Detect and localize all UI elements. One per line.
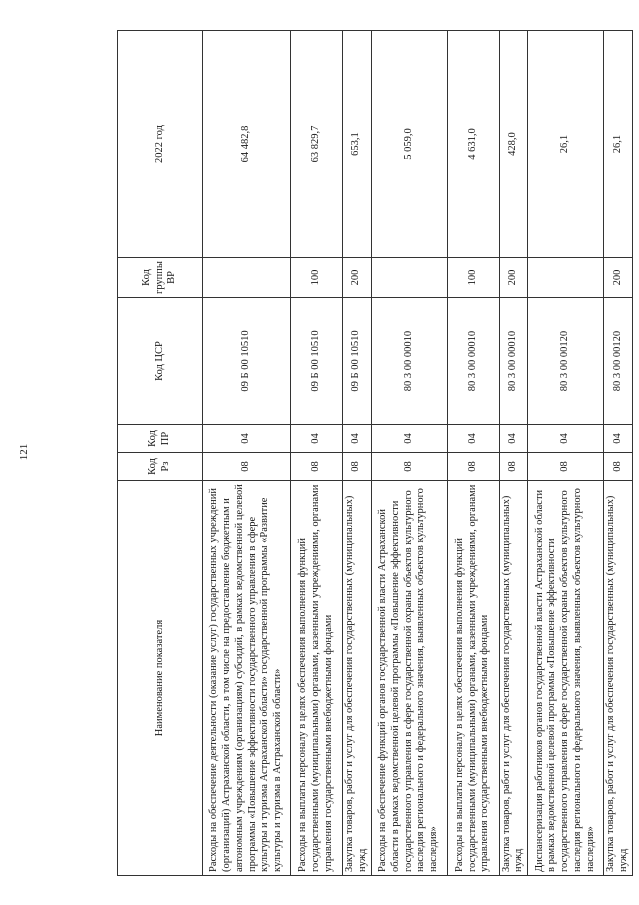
row-rz: 08 xyxy=(371,453,447,481)
row-vr xyxy=(203,258,291,298)
column-header-rz: Код Рз xyxy=(118,453,203,481)
row-vr: 100 xyxy=(291,258,343,298)
row-pr: 04 xyxy=(447,425,499,453)
row-rz: 08 xyxy=(447,453,499,481)
row-vr: 100 xyxy=(447,258,499,298)
row-pr: 04 xyxy=(203,425,291,453)
row-amount: 26,1 xyxy=(528,31,604,258)
table-header-row xyxy=(118,31,203,876)
column-header-vr: Код группы ВР xyxy=(118,258,203,298)
table-row xyxy=(447,31,499,876)
page-number: 121 xyxy=(18,443,30,461)
row-amount: 653,1 xyxy=(343,31,372,258)
row-vr xyxy=(371,258,447,298)
row-pr: 04 xyxy=(499,425,528,453)
row-amount: 26,1 xyxy=(604,31,633,258)
table-row xyxy=(343,31,372,876)
row-amount: 63 829,7 xyxy=(291,31,343,258)
row-pr: 04 xyxy=(343,425,372,453)
row-csr: 80 3 00 00010 xyxy=(371,298,447,425)
row-amount: 4 631,0 xyxy=(447,31,499,258)
row-pr: 04 xyxy=(291,425,343,453)
row-vr: 200 xyxy=(499,258,528,298)
row-csr: 80 3 00 00120 xyxy=(528,298,604,425)
row-rz: 08 xyxy=(291,453,343,481)
table-row xyxy=(203,31,291,876)
row-pr: 04 xyxy=(528,425,604,453)
column-header-year: 2022 год xyxy=(118,31,203,258)
table-row xyxy=(604,31,633,876)
row-name: Расходы на обеспечение функций органов государственной власти Астраханской области в рамках ведомственной целевой программы «Повышение эффективности государственного управления в сфере государственной охраны объектов культурного наследия регионального и федерального значения, выявленных объектов культурного наследия» xyxy=(371,481,447,876)
row-rz: 08 xyxy=(604,453,633,481)
row-amount: 428,0 xyxy=(499,31,528,258)
row-name: Закупка товаров, работ и услуг для обеспечения государственных (муниципальных) нужд xyxy=(604,481,633,876)
row-csr: 09 Б 00 10510 xyxy=(203,298,291,425)
row-csr: 09 Б 00 10510 xyxy=(291,298,343,425)
row-csr: 80 3 00 00120 xyxy=(604,298,633,425)
row-pr: 04 xyxy=(604,425,633,453)
row-amount: 5 059,0 xyxy=(371,31,447,258)
row-csr: 80 3 00 00010 xyxy=(447,298,499,425)
row-rz: 08 xyxy=(528,453,604,481)
table-row xyxy=(499,31,528,876)
row-amount: 64 482,8 xyxy=(203,31,291,258)
row-name: Закупка товаров, работ и услуг для обеспечения государственных (муниципальных) нужд xyxy=(499,481,528,876)
column-header-pr: Код ПР xyxy=(118,425,203,453)
row-pr: 04 xyxy=(371,425,447,453)
row-vr xyxy=(528,258,604,298)
row-rz: 08 xyxy=(203,453,291,481)
row-name: Расходы на выплаты персоналу в целях обеспечения выполнения функций государственными (муниципальными) органами, казенными учреждениями, органами управления государственными внебюджетными фондами xyxy=(291,481,343,876)
table-row xyxy=(371,31,447,876)
row-csr: 80 3 00 00010 xyxy=(499,298,528,425)
row-name: Расходы на обеспечение деятельности (оказание услуг) государственных учреждений (организаций) Астраханской области, в том числе на предоставление бюджетным и автономным учреждениям (организациям) субсидий, в рамках ведомственной целевой программы «Повышение эффективности государственного управления в сфере культуры и туризма Астраханской области» государственной программы «Развитие культуры и туризма в Астраханской области» xyxy=(203,481,291,876)
table-row xyxy=(528,31,604,876)
row-rz: 08 xyxy=(499,453,528,481)
row-name: Закупка товаров, работ и услуг для обеспечения государственных (муниципальных) нужд xyxy=(343,481,372,876)
row-vr: 200 xyxy=(343,258,372,298)
row-csr: 09 Б 00 10510 xyxy=(343,298,372,425)
budget-table xyxy=(117,30,633,876)
row-name: Расходы на выплаты персоналу в целях обеспечения выполнения функций государственными (муниципальными) органами, казенными учреждениями, органами управления государственными внебюджетными фондами xyxy=(447,481,499,876)
rotated-page-content xyxy=(117,31,629,876)
row-name: Диспансеризация работников органов государственной власти Астраханской области в рамках ведомственной целевой программы «Повышение эффективности государственного управления в сфере государственной охраны объектов культурного наследия регионального и федерального значения, выявленных объектов культурного наследия» xyxy=(528,481,604,876)
column-header-csr: Код ЦСР xyxy=(118,298,203,425)
column-header-name: Наименование показателя xyxy=(118,481,203,876)
row-rz: 08 xyxy=(343,453,372,481)
row-vr: 200 xyxy=(604,258,633,298)
table-row xyxy=(291,31,343,876)
